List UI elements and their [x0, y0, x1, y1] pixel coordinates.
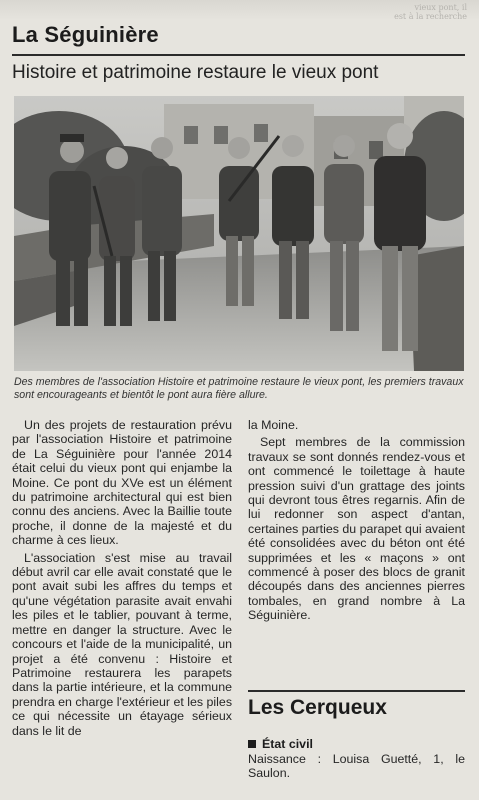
bleed-line: vieux pont, il — [414, 3, 467, 12]
article-column-left — [12, 418, 232, 738]
subheading-label: État civil — [262, 737, 313, 751]
previous-article-bleed — [0, 0, 479, 20]
photo-illustration — [14, 96, 464, 371]
article-paragraph-continuation: la Moine. — [248, 418, 299, 432]
section-title-cerqueux: Les Cerqueux — [248, 696, 387, 719]
bleed-text — [287, 3, 467, 20]
section-title: La Séguinière — [12, 22, 159, 47]
article-photo — [14, 96, 464, 371]
article-paragraph: L'association s'est mise au travail début avril car elle avait constaté que le pont avait subi les affres du temps et qu'une végétation parasite avait envahi les piles et le tablier, pouvant à terme, mettre en danger la structure. Avec le concours et l'aide de la municipalité, un projet a été convenu : Histoire et Patrimoine restaurera les parapets dans la partie intérieure, et la commune prendra en charge l'extérieur et les piles ce qui nécessite un étayage sérieux dans le lit de — [12, 550, 233, 738]
article-headline: Histoire et patrimoine restaure le vieux pont — [12, 62, 379, 83]
birth-notice: Naissance : Louisa Guetté, 1, le Saulon. — [248, 752, 465, 781]
article-paragraph: Sept membres de la commission travaux se sont donnés rendez-vous et ont commencé le toilettage à haute pression suivi d'un grattage des joints qui devront tous êtres regarnis. Afin de lui redonner son aspect d'antan, certaines parties du parapet qui avaient été consolidées avec du béton ont été supprimées et les « maçons » ont commencé à poser des blocs de granit découpés dans des anciennes pierres tombales, en grand nombre à La Séguinière. — [248, 435, 465, 623]
article-column-right — [248, 418, 465, 623]
square-bullet-icon — [248, 740, 256, 748]
section-rule — [248, 690, 465, 692]
subheading-etat-civil — [248, 737, 313, 751]
section-rule — [12, 54, 465, 56]
photo-caption: Des membres de l'association Histoire et patrimoine restaure le vieux pont, les premiers travaux sont encourageants et bientôt le pont aura fière allure. — [14, 376, 464, 401]
article-paragraph: Un des projets de restauration prévu par l'association Histoire et patrimoine de La Séguinière pour l'année 2014 était celui du vieux pont qui enjambe la Moine. Ce pont du XVe est un élément du patrimoine architectural qui est bien connu des anciens. Avec la Baillie toute proche, il donne de la majesté et du charme à ces lieux. — [12, 418, 232, 548]
bleed-line: est à la recherche — [394, 12, 467, 20]
